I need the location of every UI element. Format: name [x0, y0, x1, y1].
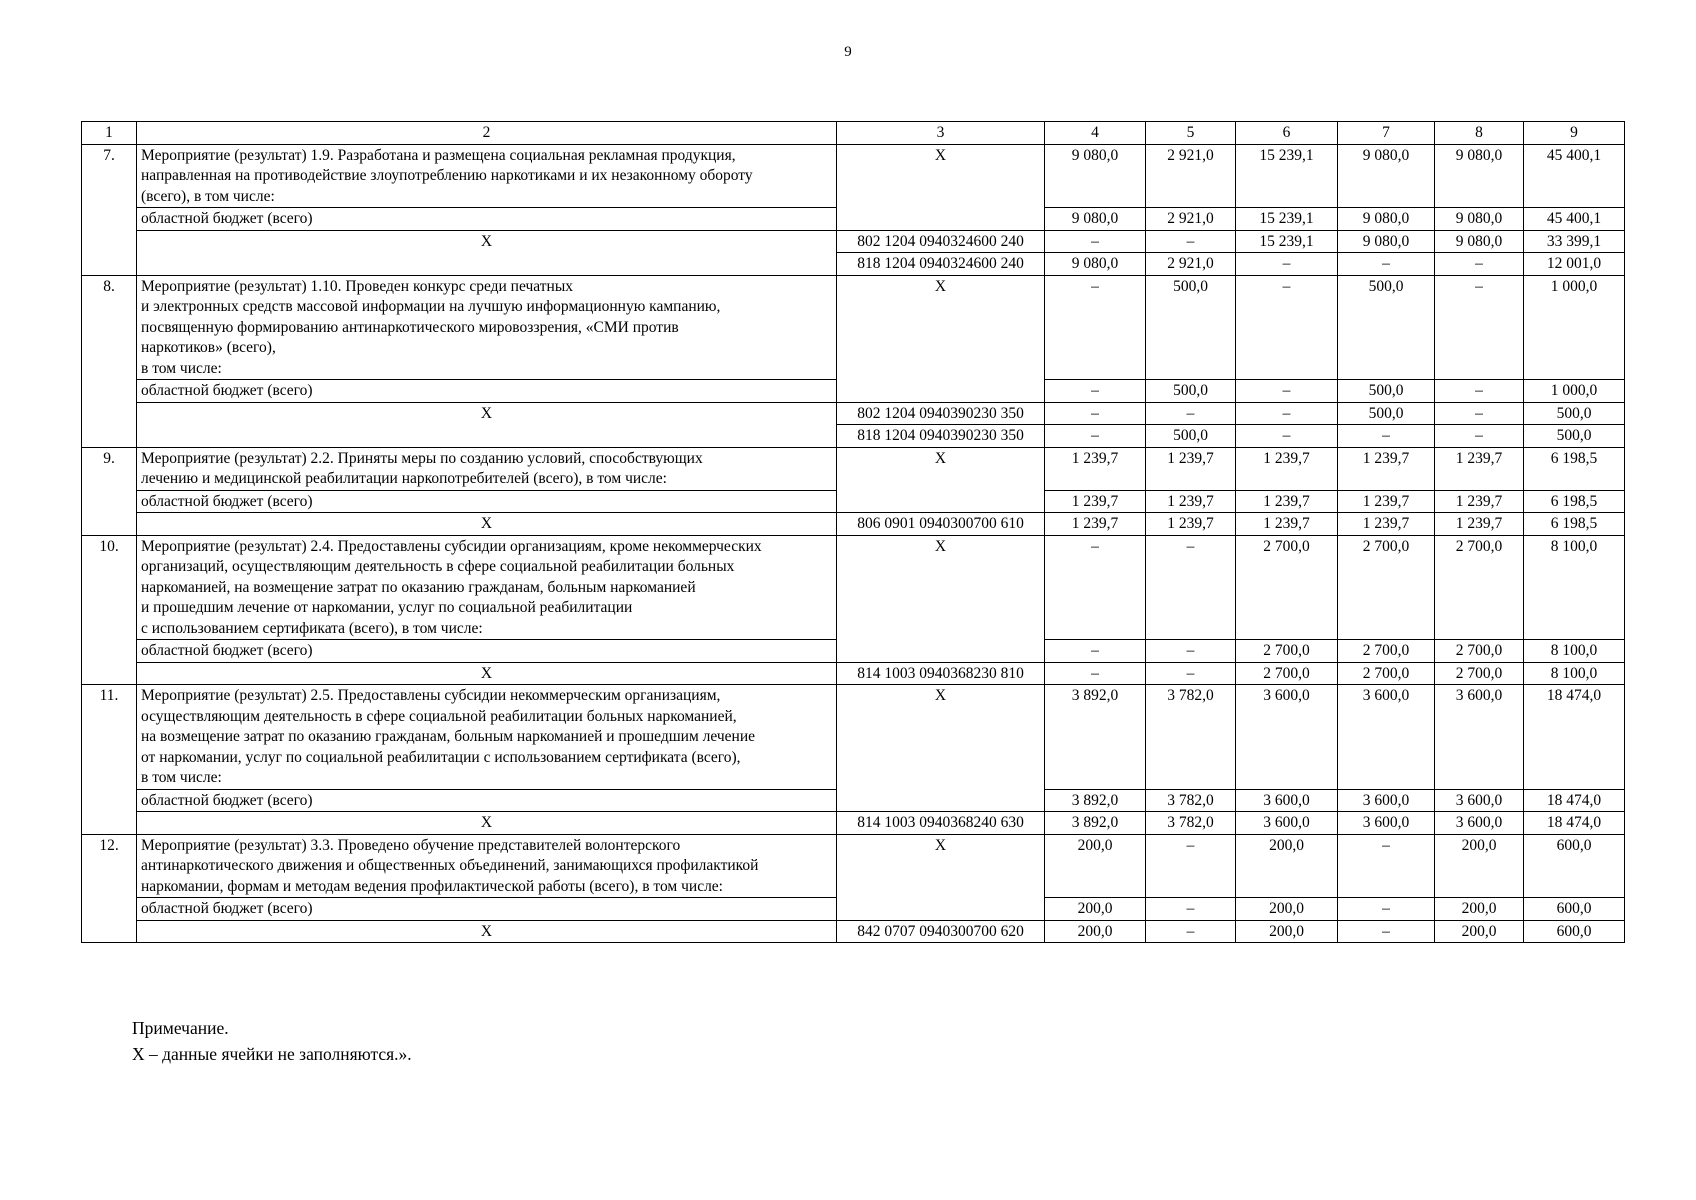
value-cell: 15 239,1: [1236, 144, 1338, 208]
value-cell: 9 080,0: [1338, 144, 1435, 208]
value-cell: 8 100,0: [1524, 535, 1625, 640]
value-cell: –: [1045, 402, 1146, 425]
value-cell: 1 000,0: [1524, 275, 1625, 380]
description-line: на возмещение затрат по оказанию гражданам, больным наркоманией и прошедшим лечение: [141, 728, 756, 745]
value-cell: 1 239,7: [1146, 447, 1236, 490]
value-cell: –: [1146, 898, 1236, 921]
description-line: с использованием сертификата (всего), в том числе:: [141, 619, 483, 637]
header-cell: 8: [1435, 122, 1524, 145]
description-line: Мероприятие (результат) 2.4. Предоставлены субсидии организациям, кроме некоммерческих: [141, 537, 762, 555]
value-cell: –: [1236, 402, 1338, 425]
value-cell: 500,0: [1338, 275, 1435, 380]
budget-code: X: [837, 685, 1045, 812]
budget-code: X: [837, 447, 1045, 513]
value-cell: 9 080,0: [1435, 230, 1524, 253]
value-cell: –: [1435, 380, 1524, 403]
value-cell: 2 700,0: [1338, 535, 1435, 640]
value-cell: 2 921,0: [1146, 144, 1236, 208]
value-cell: –: [1146, 402, 1236, 425]
header-cell: 1: [82, 122, 137, 145]
value-cell: 3 782,0: [1146, 789, 1236, 812]
row-number: 7.: [82, 144, 137, 275]
note-title: Примечание.: [132, 1018, 229, 1038]
value-cell: 3 600,0: [1435, 812, 1524, 835]
description-line: в том числе:: [141, 769, 222, 786]
value-cell: –: [1435, 253, 1524, 276]
budget-code: 802 1204 0940324600 240: [837, 230, 1045, 253]
value-cell: 500,0: [1338, 380, 1435, 403]
value-cell: 3 782,0: [1146, 685, 1236, 790]
value-cell: 3 892,0: [1045, 789, 1146, 812]
table-row: [82, 535, 1625, 640]
value-cell: –: [1045, 380, 1146, 403]
value-cell: 15 239,1: [1236, 208, 1338, 231]
description-line: и прошедшим лечение от наркомании, услуг по социальной реабилитации: [141, 599, 633, 616]
budget-label: областной бюджет (всего): [137, 789, 837, 812]
value-cell: –: [1236, 380, 1338, 403]
page-number: 9: [844, 44, 852, 60]
description-line: организаций, осуществляющим деятельность в сфере социальной реабилитации больных: [141, 558, 735, 575]
value-cell: 6 198,5: [1524, 490, 1625, 513]
value-cell: –: [1236, 425, 1338, 448]
table-row: [82, 275, 1625, 380]
note-text: X – данные ячейки не заполняются.».: [132, 1044, 412, 1064]
code-row: [82, 812, 1625, 835]
value-cell: 1 239,7: [1338, 447, 1435, 490]
row-number: 12.: [82, 834, 137, 943]
value-cell: –: [1338, 253, 1435, 276]
value-cell: –: [1435, 425, 1524, 448]
budget-code: 818 1204 0940324600 240: [837, 253, 1045, 276]
value-cell: 9 080,0: [1338, 208, 1435, 231]
table-row: [82, 685, 1625, 790]
table-row: [82, 834, 1625, 898]
value-cell: 1 000,0: [1524, 380, 1625, 403]
description-line: в том числе:: [141, 359, 222, 377]
value-cell: 1 239,7: [1045, 513, 1146, 536]
value-cell: 12 001,0: [1524, 253, 1625, 276]
measure-description: [137, 144, 837, 208]
value-cell: 18 474,0: [1524, 812, 1625, 835]
value-cell: 500,0: [1524, 402, 1625, 425]
value-cell: 1 239,7: [1236, 513, 1338, 536]
budget-code: 814 1003 0940368230 810: [837, 662, 1045, 685]
budget-label: областной бюджет (всего): [137, 208, 837, 231]
value-cell: 200,0: [1045, 834, 1146, 898]
value-cell: 500,0: [1338, 402, 1435, 425]
value-cell: –: [1146, 230, 1236, 253]
sub-label: X: [137, 920, 837, 943]
budget-label: областной бюджет (всего): [137, 898, 837, 921]
value-cell: 2 700,0: [1435, 640, 1524, 663]
value-cell: 500,0: [1146, 380, 1236, 403]
value-cell: 600,0: [1524, 834, 1625, 898]
value-cell: 200,0: [1236, 898, 1338, 921]
value-cell: –: [1146, 640, 1236, 663]
value-cell: 45 400,1: [1524, 144, 1625, 208]
budget-code: X: [837, 275, 1045, 402]
value-cell: –: [1338, 834, 1435, 898]
description-line: и электронных средств массовой информации на лучшую информационную кампанию,: [141, 298, 721, 315]
value-cell: 3 600,0: [1338, 789, 1435, 812]
description-line: осуществляющим деятельность в сфере социальной реабилитации больных наркоманией,: [141, 707, 737, 725]
value-cell: 1 239,7: [1236, 490, 1338, 513]
value-cell: 200,0: [1435, 898, 1524, 921]
budget-code: X: [837, 834, 1045, 920]
value-cell: 600,0: [1524, 920, 1625, 943]
value-cell: 2 700,0: [1236, 662, 1338, 685]
sub-label: X: [137, 402, 837, 447]
value-cell: –: [1338, 425, 1435, 448]
sub-label: X: [137, 513, 837, 536]
value-cell: 33 399,1: [1524, 230, 1625, 253]
header-cell: 6: [1236, 122, 1338, 145]
value-cell: 2 700,0: [1236, 535, 1338, 640]
note-block: [132, 1015, 412, 1067]
value-cell: 600,0: [1524, 898, 1625, 921]
table-row: [82, 144, 1625, 208]
sub-label: X: [137, 812, 837, 835]
value-cell: –: [1236, 253, 1338, 276]
row-number: 10.: [82, 535, 137, 685]
budget-label: областной бюджет (всего): [137, 490, 837, 513]
sub-label: X: [137, 230, 837, 275]
header-cell: 9: [1524, 122, 1625, 145]
value-cell: 9 080,0: [1045, 144, 1146, 208]
value-cell: 1 239,7: [1338, 490, 1435, 513]
description-line: Мероприятие (результат) 1.10. Проведен конкурс среди печатных: [141, 277, 573, 295]
value-cell: 1 239,7: [1146, 513, 1236, 536]
value-cell: 500,0: [1524, 425, 1625, 448]
measure-description: [137, 447, 837, 490]
value-cell: 200,0: [1236, 834, 1338, 898]
description-line: антинаркотического движения и общественных объединений, занимающихся профилактикой: [141, 857, 759, 874]
value-cell: 3 600,0: [1338, 812, 1435, 835]
value-cell: 2 700,0: [1338, 662, 1435, 685]
budget-table: [81, 121, 1625, 943]
description-line: наркоманией, на возмещение затрат по оказанию гражданам, больным наркоманией: [141, 578, 696, 596]
value-cell: 1 239,7: [1435, 513, 1524, 536]
description-line: Мероприятие (результат) 1.9. Разработана и размещена социальная рекламная продукция,: [141, 146, 736, 164]
value-cell: –: [1146, 662, 1236, 685]
value-cell: 200,0: [1435, 920, 1524, 943]
budget-code: X: [837, 144, 1045, 230]
row-number: 8.: [82, 275, 137, 447]
code-row: [82, 662, 1625, 685]
budget-code: 802 1204 0940390230 350: [837, 402, 1045, 425]
value-cell: 3 892,0: [1045, 812, 1146, 835]
value-cell: –: [1146, 920, 1236, 943]
value-cell: 3 600,0: [1236, 789, 1338, 812]
value-cell: 2 700,0: [1435, 535, 1524, 640]
description-line: наркомании, формам и методам ведения профилактической работы (всего), в том числе:: [141, 877, 723, 895]
value-cell: 3 600,0: [1236, 812, 1338, 835]
measure-description: [137, 535, 837, 640]
value-cell: 1 239,7: [1146, 490, 1236, 513]
value-cell: 500,0: [1146, 425, 1236, 448]
budget-label: областной бюджет (всего): [137, 640, 837, 663]
value-cell: 3 600,0: [1435, 789, 1524, 812]
value-cell: 500,0: [1146, 275, 1236, 380]
description-line: лечению и медицинской реабилитации наркопотребителей (всего), в том числе:: [141, 470, 667, 487]
budget-code: 842 0707 0940300700 620: [837, 920, 1045, 943]
header-cell: 4: [1045, 122, 1146, 145]
measure-description: [137, 834, 837, 898]
description-line: посвященную формированию антинаркотического мировоззрения, «СМИ против: [141, 318, 679, 336]
code-row: [82, 513, 1625, 536]
value-cell: 1 239,7: [1236, 447, 1338, 490]
value-cell: –: [1045, 275, 1146, 380]
row-number: 9.: [82, 447, 137, 535]
measure-description: [137, 685, 837, 790]
description-line: Мероприятие (результат) 3.3. Проведено обучение представителей волонтерского: [141, 836, 681, 854]
description-line: от наркомании, услуг по социальной реабилитации с использованием сертификата (всего),: [141, 748, 741, 766]
description-line: (всего), в том числе:: [141, 187, 275, 205]
value-cell: –: [1338, 898, 1435, 921]
value-cell: –: [1146, 834, 1236, 898]
value-cell: 200,0: [1045, 920, 1146, 943]
budget-code: X: [837, 535, 1045, 662]
value-cell: 6 198,5: [1524, 447, 1625, 490]
value-cell: 200,0: [1045, 898, 1146, 921]
value-cell: 2 921,0: [1146, 253, 1236, 276]
value-cell: 9 080,0: [1338, 230, 1435, 253]
value-cell: –: [1045, 640, 1146, 663]
sub-label: X: [137, 662, 837, 685]
value-cell: 200,0: [1435, 834, 1524, 898]
description-line: Мероприятие (результат) 2.5. Предоставлены субсидии некоммерческим организациям,: [141, 687, 721, 704]
value-cell: 9 080,0: [1045, 253, 1146, 276]
value-cell: 2 921,0: [1146, 208, 1236, 231]
value-cell: 18 474,0: [1524, 789, 1625, 812]
value-cell: 3 600,0: [1435, 685, 1524, 790]
table-body: [82, 122, 1625, 943]
value-cell: 2 700,0: [1435, 662, 1524, 685]
value-cell: 45 400,1: [1524, 208, 1625, 231]
value-cell: –: [1435, 402, 1524, 425]
value-cell: 1 239,7: [1435, 490, 1524, 513]
value-cell: 9 080,0: [1435, 208, 1524, 231]
value-cell: –: [1338, 920, 1435, 943]
value-cell: 200,0: [1236, 920, 1338, 943]
value-cell: 15 239,1: [1236, 230, 1338, 253]
value-cell: –: [1146, 535, 1236, 640]
header-cell: 3: [837, 122, 1045, 145]
value-cell: 9 080,0: [1435, 144, 1524, 208]
value-cell: 8 100,0: [1524, 662, 1625, 685]
value-cell: 3 600,0: [1236, 685, 1338, 790]
header-cell: 7: [1338, 122, 1435, 145]
row-number: 11.: [82, 685, 137, 835]
value-cell: 3 892,0: [1045, 685, 1146, 790]
value-cell: 1 239,7: [1435, 447, 1524, 490]
code-row: [82, 402, 1625, 425]
value-cell: 6 198,5: [1524, 513, 1625, 536]
value-cell: 1 239,7: [1045, 447, 1146, 490]
value-cell: 3 782,0: [1146, 812, 1236, 835]
header-cell: 2: [137, 122, 837, 145]
header-row: [82, 122, 1625, 145]
value-cell: 2 700,0: [1236, 640, 1338, 663]
header-cell: 5: [1146, 122, 1236, 145]
code-row: [82, 230, 1625, 253]
budget-code: 806 0901 0940300700 610: [837, 513, 1045, 536]
value-cell: –: [1435, 275, 1524, 380]
code-row: [82, 920, 1625, 943]
description-line: направленная на противодействие злоупотреблению наркотиками и их незаконному обороту: [141, 167, 753, 184]
value-cell: –: [1045, 230, 1146, 253]
value-cell: 18 474,0: [1524, 685, 1625, 790]
table-row: [82, 447, 1625, 490]
value-cell: –: [1045, 535, 1146, 640]
description-line: Мероприятие (результат) 2.2. Приняты меры по созданию условий, способствующих: [141, 449, 703, 467]
value-cell: –: [1045, 662, 1146, 685]
value-cell: –: [1045, 425, 1146, 448]
value-cell: 8 100,0: [1524, 640, 1625, 663]
budget-code: 814 1003 0940368240 630: [837, 812, 1045, 835]
value-cell: –: [1236, 275, 1338, 380]
budget-code: 818 1204 0940390230 350: [837, 425, 1045, 448]
measure-description: [137, 275, 837, 380]
budget-label: областной бюджет (всего): [137, 380, 837, 403]
value-cell: 1 239,7: [1045, 490, 1146, 513]
value-cell: 9 080,0: [1045, 208, 1146, 231]
value-cell: 3 600,0: [1338, 685, 1435, 790]
description-line: наркотиков» (всего),: [141, 339, 276, 356]
value-cell: 2 700,0: [1338, 640, 1435, 663]
value-cell: 1 239,7: [1338, 513, 1435, 536]
